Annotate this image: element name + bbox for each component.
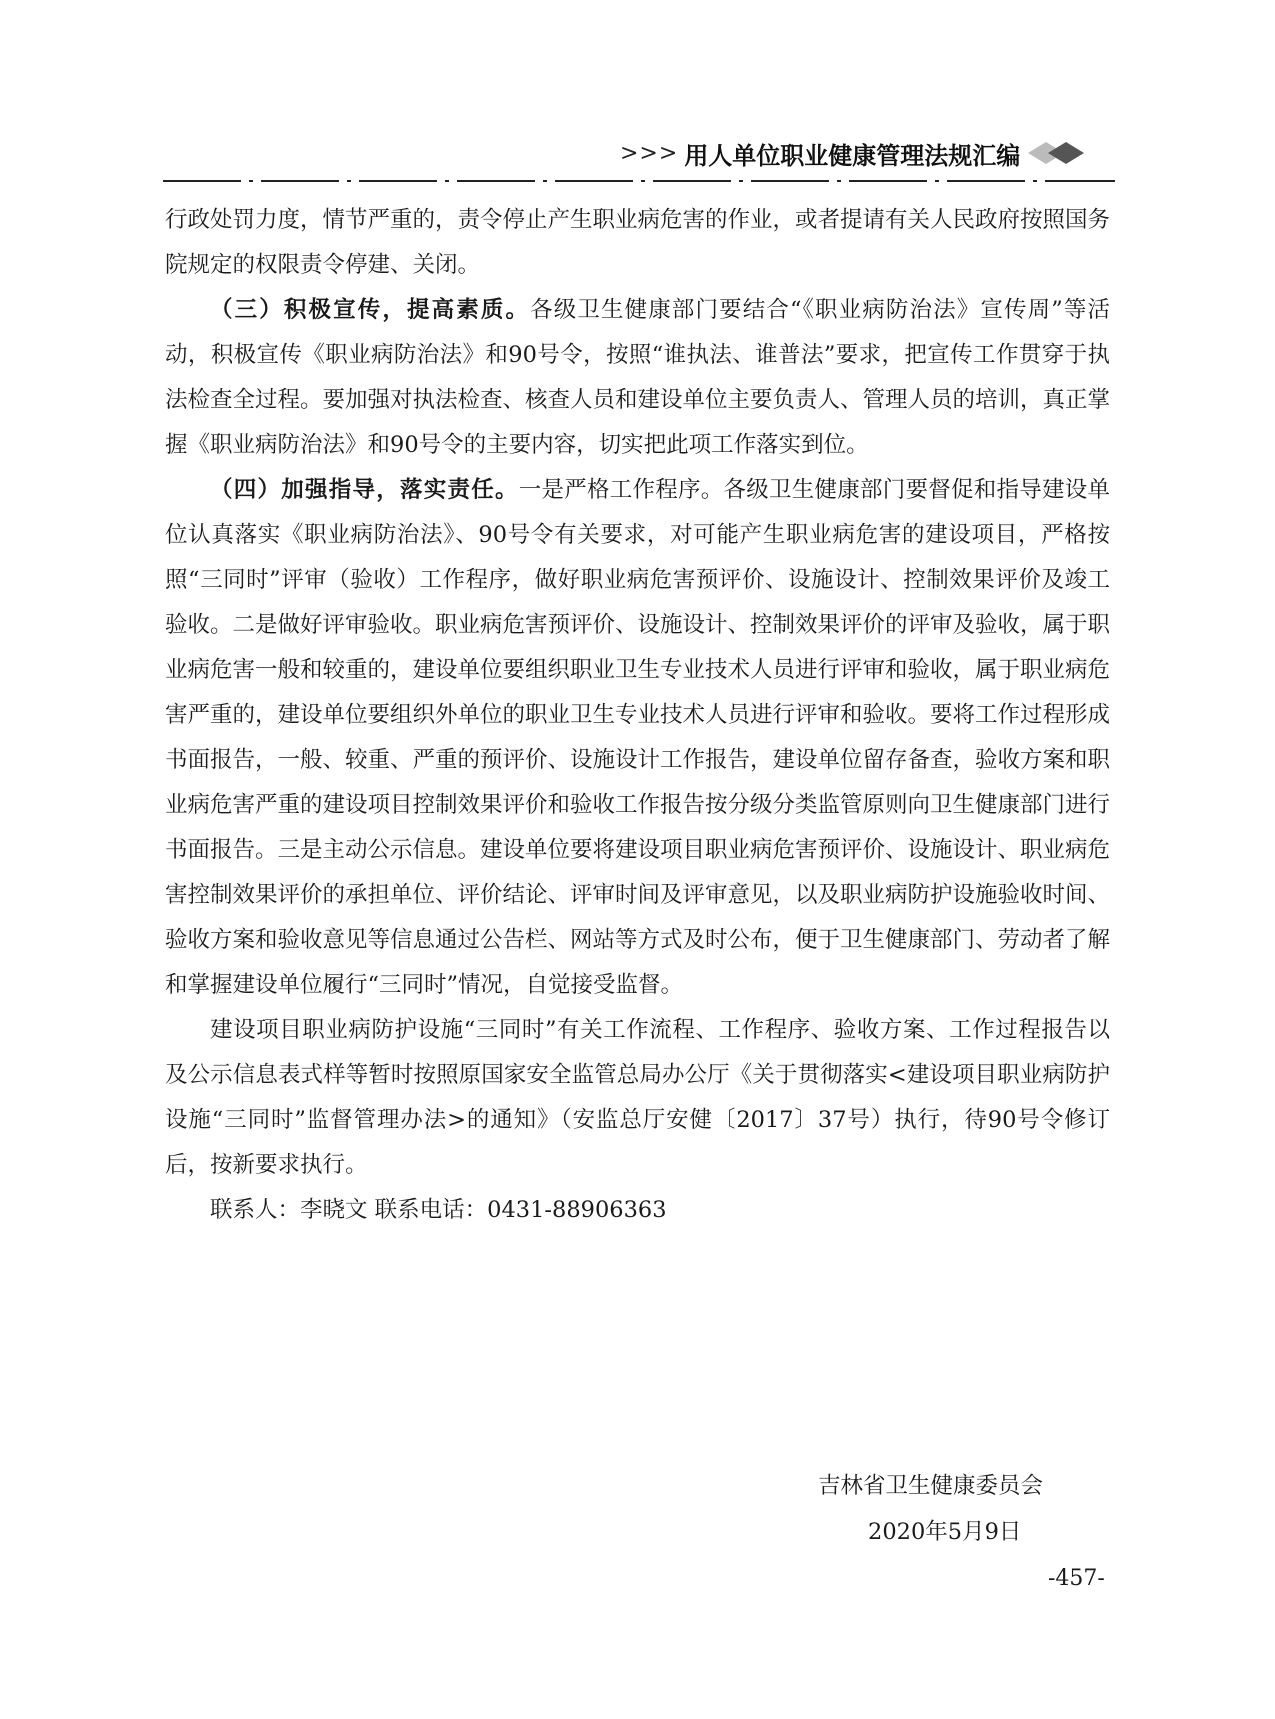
header-rule <box>163 178 1115 184</box>
paragraph-3 <box>165 468 1110 1008</box>
paragraph-3-text: 一是严格工作程序。各级卫生健康部门要督促和指导建设单位认真落实《职业病防治法》、90号令有关要求，对可能产生职业病危害的建设项目，严格按照“三同时”评审（验收）工作程序，做好职业病危害预评价、设施设计、控制效果评价及竣工验收。二是做好评审验收。职业病危害预评价、设施设计、控制效果评价的评审及验收，属于职业病危害一般和较重的，建设单位要组织职业卫生专业技术人员进行评审和验收，属于职业病危害严重的，建设单位要组织外单位的职业卫生专业技术人员进行评审和验收。要将工作过程形成书面报告，一般、较重、严重的预评价、设施设计工作报告，建设单位留存备查，验收方案和职业病危害严重的建设项目控制效果评价和验收工作报告按分级分类监管原则向卫生健康部门进行书面报告。三是主动公示信息。建设单位要将建设项目职业病危害预评价、设施设计、职业病危害控制效果评价的承担单位、评价结论、评审时间及评审意见，以及职业病防护设施验收时间、验收方案和验收意见等信息通过公告栏、网站等方式及时公布，便于卫生健康部门、劳动者了解和掌握建设单位履行“三同时”情况，自觉接受监督。 <box>165 477 1111 998</box>
signature-org-text: 吉林省卫生健康委员会 <box>818 1473 1044 1499</box>
paragraph-2-text: 各级卫生健康部门要结合“《职业病防治法》宣传周”等活动，积极宣传《职业病防治法》和90号令，按照“谁执法、谁普法”要求，把宣传工作贯穿于执法检查全过程。要加强对执法检查、核查人员和建设单位主要负责人、管理人员的培训，真正掌握《职业病防治法》和90号令的主要内容，切实把此项工作落实到位。 <box>165 297 1111 458</box>
paragraph-1: 行政处罚力度，情节严重的，责令停止产生职业病危害的作业，或者提请有关人民政府按照国务院规定的权限责令停建、关闭。 <box>165 207 1111 278</box>
section-heading-4: （四）加强指导，落实责任。 <box>210 477 519 503</box>
contact-line: 联系人：李晓文 联系电话：0431-88906363 <box>210 1197 667 1223</box>
page-number: -457- <box>1048 1566 1105 1591</box>
header-arrows: >>> <box>620 140 679 166</box>
paragraph-4: 建设项目职业病防护设施“三同时”有关工作流程、工作程序、验收方案、工作过程报告以及公示信息表式样等暂时按照原国家安全监管总局办公厅《关于贯彻落实<建设项目职业病防护设施“三同时”监督管理办法>的通知》（安监总厅安健〔2017〕37号）执行，待90号令修订后，按新要求执行。 <box>165 1017 1110 1178</box>
paragraph-2 <box>165 288 1110 468</box>
double-diamond-icon <box>1026 139 1088 167</box>
header-title: 用人单位职业健康管理法规汇编 <box>684 140 1021 170</box>
signature-date-text: 2020年5月9日 <box>868 1519 1022 1545</box>
body-text <box>165 198 1110 1233</box>
section-heading-3: （三）积极宣传，提高素质。 <box>210 297 531 323</box>
running-header <box>620 133 1120 173</box>
